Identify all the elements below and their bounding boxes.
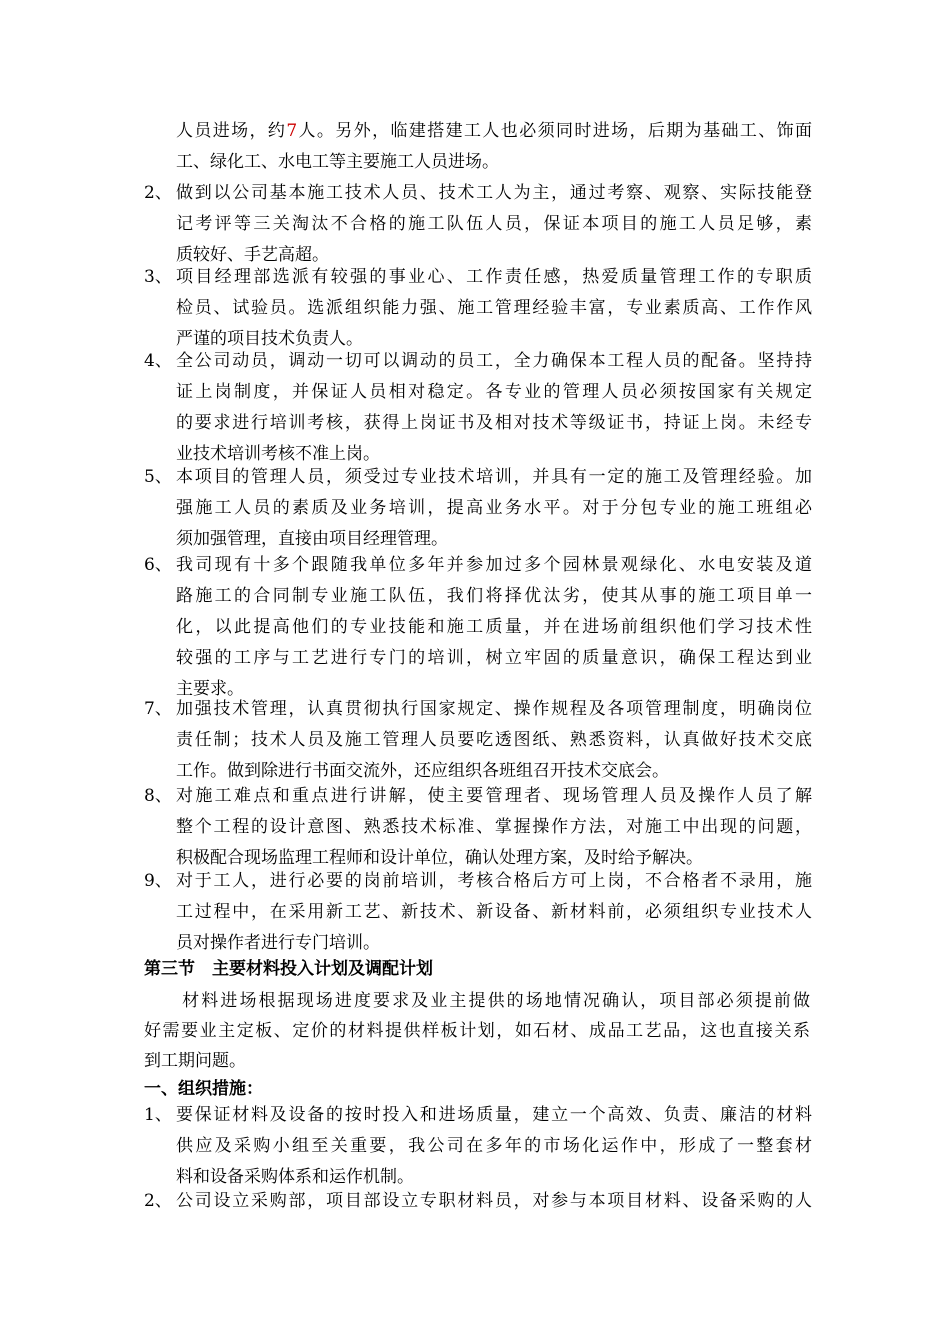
item-line: 加强技术管理，认真贯彻执行国家规定、操作规程及各项管理制度，明确岗位 bbox=[176, 699, 812, 719]
item-line: 公司设立采购部，项目部设立专职材料员，对参与本项目材料、设备采购的人 bbox=[176, 1191, 812, 1211]
item-line: 整个工程的设计意图、熟悉技术标准、掌握操作方法，对施工中出现的问题， bbox=[176, 817, 812, 837]
item-line: 工过程中，在采用新工艺、新技术、新设备、新材料前，必须组织专业技术人 bbox=[176, 902, 812, 922]
item-line: 化，以此提高他们的专业技能和施工质量，并在进场前组织他们学习技术性 bbox=[176, 617, 812, 637]
item-number: 4、 bbox=[144, 351, 172, 371]
item-line: 须加强管理，直接由项目经理管理。 bbox=[176, 529, 448, 549]
item-line: 料和设备采购体系和运作机制。 bbox=[176, 1167, 414, 1187]
item-text: 人。另外，临建搭建工人也必须同时进场，后期为基础工、饰面 bbox=[297, 121, 813, 141]
item-number: 7、 bbox=[144, 699, 172, 719]
item-line: 质较好、手艺高超。 bbox=[176, 245, 329, 265]
item-line: 严谨的项目技术负责人。 bbox=[176, 329, 363, 349]
item-line: 要保证材料及设备的按时投入和进场质量，建立一个高效、负责、廉洁的材料 bbox=[176, 1105, 812, 1125]
highlighted-number: 7 bbox=[286, 121, 298, 141]
item-line bbox=[176, 116, 812, 147]
item-line: 的要求进行培训考核，获得上岗证书及相对技术等级证书，持证上岗。未经专 bbox=[176, 413, 812, 433]
item-line: 检员、试验员。选派组织能力强、施工管理经验丰富，专业素质高、工作作风 bbox=[176, 298, 812, 318]
item-line: 强施工人员的素质及业务培训，提高业务水平。对于分包专业的施工班组必 bbox=[176, 498, 812, 518]
item-line: 对施工难点和重点进行讲解，使主要管理者、现场管理人员及操作人员了解 bbox=[176, 786, 812, 806]
section-heading: 第三节 主要材料投入计划及调配计划 bbox=[144, 959, 433, 979]
item-number: 2、 bbox=[144, 183, 172, 203]
item-line: 工作。做到除进行书面交流外，还应组织各班组召开技术交底会。 bbox=[176, 761, 669, 781]
item-line: 主要求。 bbox=[176, 679, 244, 699]
item-line: 路施工的合同制专业施工队伍，我们将择优汰劣，使其从事的施工项目单一 bbox=[176, 586, 812, 606]
item-line: 供应及采购小组至关重要，我公司在多年的市场化运作中，形成了一整套材 bbox=[176, 1136, 812, 1156]
item-line: 积极配合现场监理工程师和设计单位，确认处理方案，及时给予解决。 bbox=[176, 848, 703, 868]
item-number: 6、 bbox=[144, 555, 172, 575]
item-line: 本项目的管理人员，须受过专业技术培训，并具有一定的施工及管理经验。加 bbox=[176, 467, 812, 487]
item-line: 证上岗制度，并保证人员相对稳定。各专业的管理人员必须按国家有关规定 bbox=[176, 382, 812, 402]
item-line: 业技术培训考核不准上岗。 bbox=[176, 444, 380, 464]
paragraph-line: 好需要业主定板、定价的材料提供样板计划，如石材、成品工艺品，这也直接关系 bbox=[144, 1021, 810, 1041]
item-line: 较强的工序与工艺进行专门的培训，树立牢固的质量意识，确保工程达到业 bbox=[176, 648, 812, 668]
paragraph-line: 材料进场根据现场进度要求及业主提供的场地情况确认，项目部必须提前做 bbox=[144, 991, 810, 1011]
paragraph-line: 到工期问题。 bbox=[144, 1051, 246, 1071]
item-line: 责任制；技术人员及施工管理人员要吃透图纸、熟悉资料，认真做好技术交底 bbox=[176, 730, 812, 750]
item-line: 做到以公司基本施工技术人员、技术工人为主，通过考察、观察、实际技能登 bbox=[176, 183, 812, 203]
item-number: 5、 bbox=[144, 467, 172, 487]
item-number: 9、 bbox=[144, 871, 172, 891]
item-line: 工、绿化工、水电工等主要施工人员进场。 bbox=[176, 152, 499, 172]
item-line: 对于工人，进行必要的岗前培训，考核合格后方可上岗，不合格者不录用，施 bbox=[176, 871, 812, 891]
item-line: 项目经理部选派有较强的事业心、工作责任感，热爱质量管理工作的专职质 bbox=[176, 267, 812, 287]
item-number: 2、 bbox=[144, 1191, 172, 1211]
sub-heading: 一、组织措施： bbox=[144, 1079, 263, 1099]
item-number: 3、 bbox=[144, 267, 172, 287]
item-line: 我司现有十多个跟随我单位多年并参加过多个园林景观绿化、水电安装及道 bbox=[176, 555, 812, 575]
item-line: 员对操作者进行专门培训。 bbox=[176, 933, 380, 953]
item-text: 人员进场，约 bbox=[176, 121, 287, 141]
item-number: 8、 bbox=[144, 786, 172, 806]
item-number: 1、 bbox=[144, 1105, 172, 1125]
item-line: 全公司动员，调动一切可以调动的员工，全力确保本工程人员的配备。坚持持 bbox=[176, 351, 812, 371]
item-line: 记考评等三关淘汰不合格的施工队伍人员，保证本项目的施工人员足够，素 bbox=[176, 214, 812, 234]
